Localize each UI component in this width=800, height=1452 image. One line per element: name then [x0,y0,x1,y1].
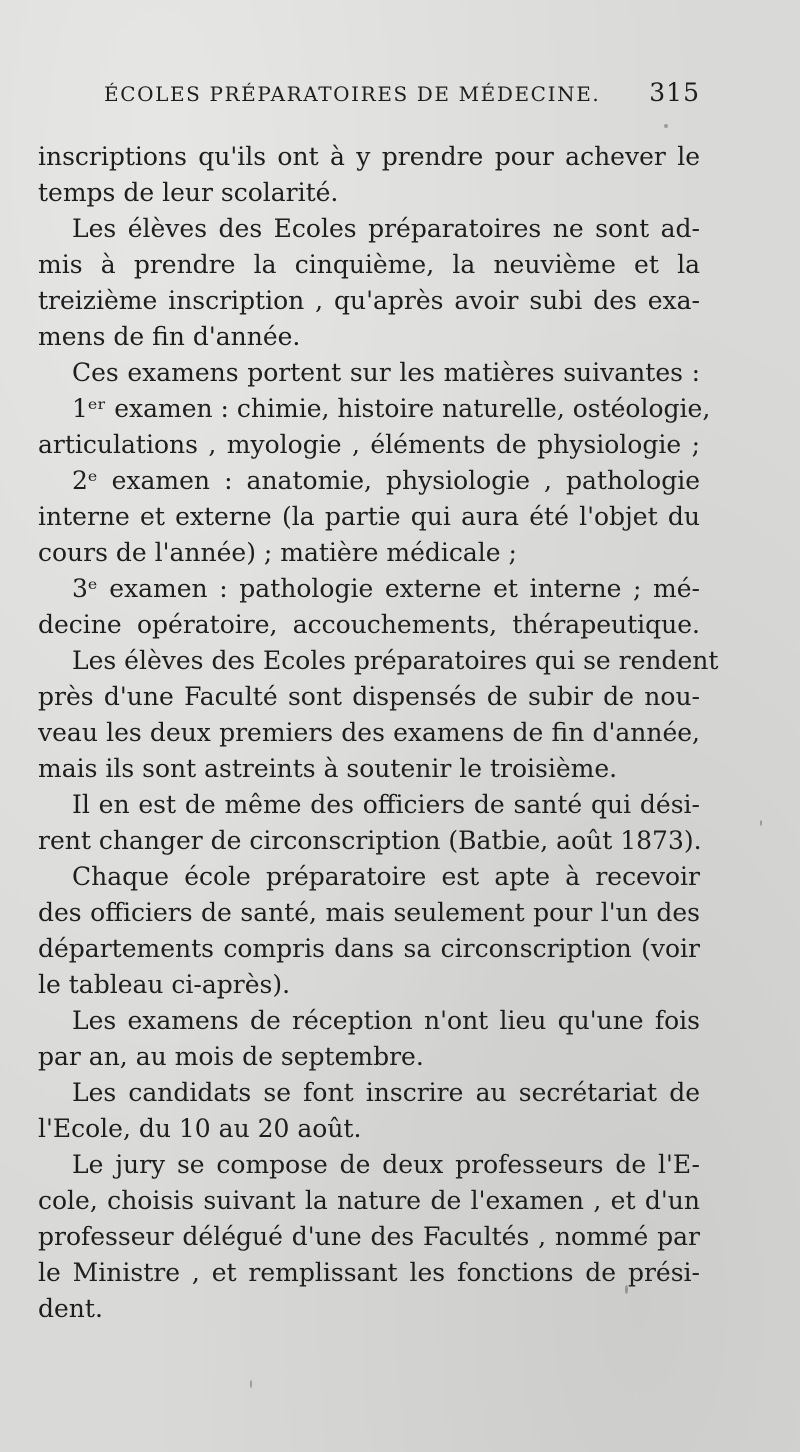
paragraph-start-line: Il en est de même des officiers de santé qui dési- [72,790,700,819]
text-line: interne et externe (la partie qui aura été l'objet du [38,502,700,531]
ink-speck [250,1380,252,1388]
page-number: 315 [649,78,700,107]
body-text [38,139,719,1327]
text-line: cours de l'année) ; matière médicale ; [38,538,517,567]
text-line: mis à prendre la cinquième, la neuvième et la [38,250,700,279]
paragraph-start-line: Les élèves des Ecoles préparatoires ne sont ad- [72,214,700,243]
ink-speck [664,124,668,128]
text-line: professeur délégué d'une des Facultés , nommé par [38,1222,700,1251]
ink-speck [625,1285,628,1294]
paragraph-start-line: Ces examens portent sur les matières suivantes : [72,358,700,387]
text-line: par an, au mois de septembre. [38,1042,424,1071]
paragraph-start-line: 1ᵉʳ examen : chimie, histoire naturelle, ostéologie, [72,394,711,423]
text-line: le Ministre , et remplissant les fonctions de prési- [38,1258,700,1287]
text-line: mais ils sont astreints à soutenir le troisième. [38,754,618,783]
paragraph-start-line: 3ᵉ examen : pathologie externe et interne ; mé- [72,574,700,603]
paragraph-start-line: 2ᵉ examen : anatomie, physiologie , pathologie [72,466,700,495]
page-header [100,78,700,116]
paragraph-start-line: Les examens de réception n'ont lieu qu'une fois [72,1006,700,1035]
text-line: des officiers de santé, mais seulement pour l'un des [38,898,700,927]
text-line: près d'une Faculté sont dispensés de subir de nou- [38,682,700,711]
text-line: veau les deux premiers des examens de fin d'année, [38,718,700,747]
text-line: inscriptions qu'ils ont à y prendre pour achever le [38,142,700,171]
paragraph-start-line: Le jury se compose de deux professeurs de l'E- [72,1150,700,1179]
text-line: decine opératoire, accouchements, thérapeutique. [38,610,700,639]
text-line: dent. [38,1294,103,1323]
text-line: rent changer de circonscription (Batbie, août 1873). [38,826,702,855]
running-head: ÉCOLES PRÉPARATOIRES DE MÉDECINE. [104,82,601,106]
paragraph-start-line: Chaque école préparatoire est apte à recevoir [72,862,700,891]
text-line: mens de fin d'année. [38,322,301,351]
ink-speck [760,820,762,826]
text-line: l'Ecole, du 10 au 20 août. [38,1114,362,1143]
paragraph-start-line: Les élèves des Ecoles préparatoires qui se rendent [72,646,719,675]
text-line: cole, choisis suivant la nature de l'examen , et d'un [38,1186,700,1215]
text-line: treizième inscription , qu'après avoir subi des exa- [38,286,700,315]
text-line: le tableau ci-après). [38,970,291,999]
text-line: articulations , myologie , éléments de physiologie ; [38,430,700,459]
text-line: départements compris dans sa circonscription (voir [38,934,700,963]
text-line: temps de leur scolarité. [38,178,339,207]
paragraph-start-line: Les candidats se font inscrire au secrétariat de [72,1078,700,1107]
